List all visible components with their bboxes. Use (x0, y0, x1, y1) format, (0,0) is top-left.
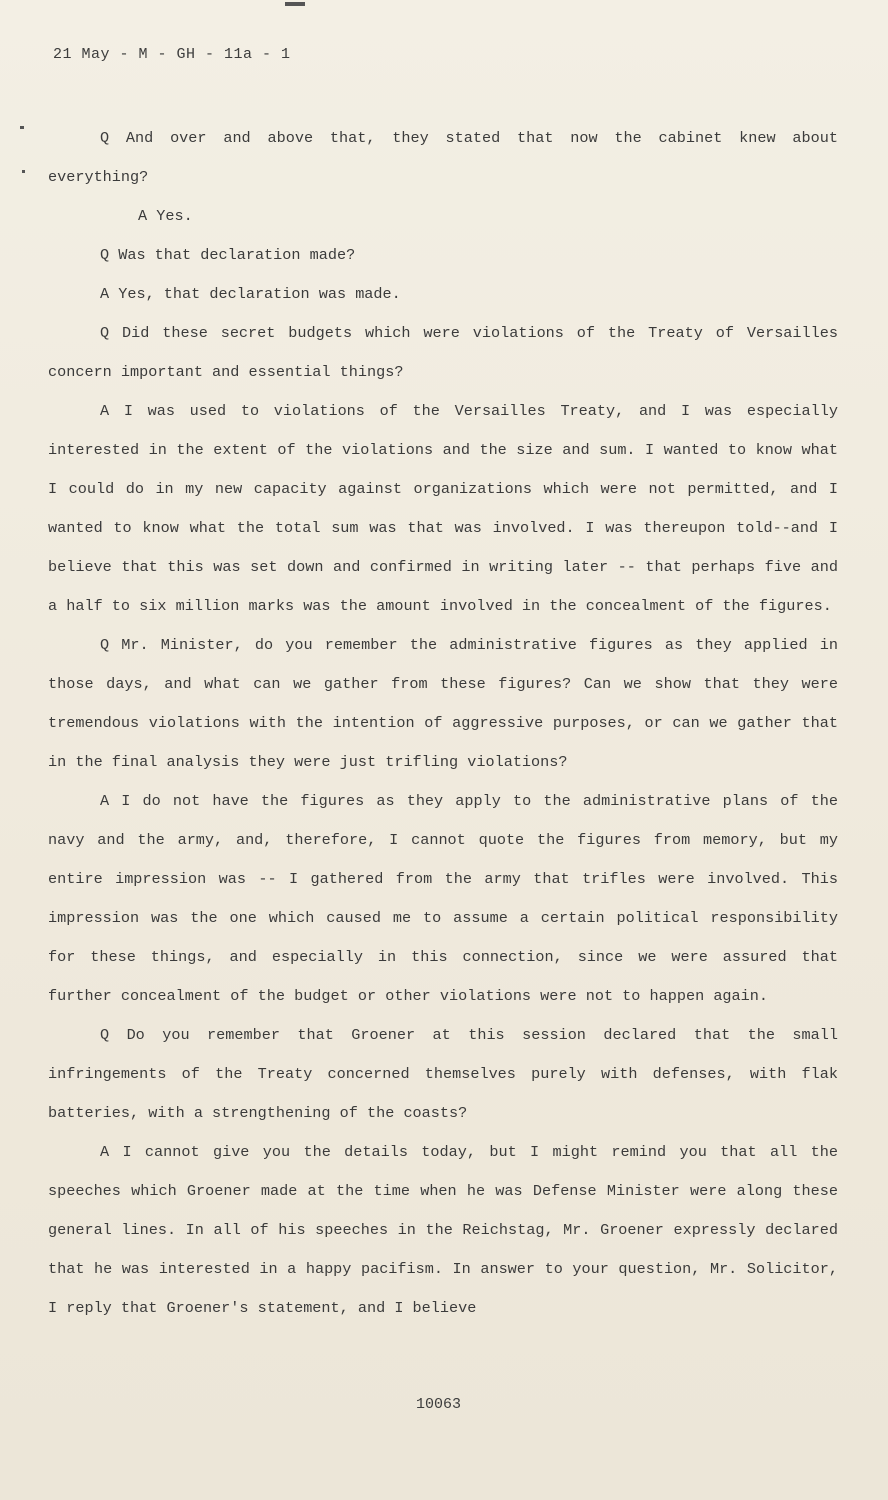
transcript-paragraph: A Yes, that declaration was made. (100, 285, 401, 303)
ink-mark (22, 170, 25, 173)
ink-mark (20, 126, 24, 129)
transcript-paragraph: Q Did these secret budgets which were violations of the Treaty of Versailles concern important and essential things? (48, 324, 838, 381)
transcript-body (48, 119, 838, 1328)
transcript-paragraph: Q And over and above that, they stated that now the cabinet knew about everything? (48, 129, 838, 186)
transcript-paragraph: A Yes. (138, 207, 193, 225)
document-reference: 21 May - M - GH - 11a - 1 (53, 46, 291, 63)
ink-mark (285, 2, 305, 6)
page-number: 10063 (416, 1396, 462, 1413)
transcript-paragraph: A I was used to violations of the Versailles Treaty, and I was especially interested in the extent of the violations and the size and sum. I wanted to know what I could do in my new capacity against organizations which were not permitted, and I wanted to know what the total sum was that was involved. I was thereupon told--and I believe that this was set down and confirmed in writing later -- that perhaps five and a half to six million marks was the amount involved in the concealment of the figures. (48, 402, 838, 615)
transcript-paragraph: A I cannot give you the details today, but I might remind you that all the speeches which Groener made at the time when he was Defense Minister were along these general lines. In all of his speeches in the Reichstag, Mr. Groener expressly declared that he was interested in a happy pacifism. In answer to your question, Mr. Solicitor, I reply that Groener's statement, and I believe (48, 1143, 838, 1317)
transcript-paragraph: Q Mr. Minister, do you remember the administrative figures as they applied in those days, and what can we gather from these figures? Can we show that they were tremendous violations with the intention of aggressive purposes, or can we gather that in the final analysis they were just trifling violations? (48, 636, 838, 771)
transcript-paragraph: Q Was that declaration made? (100, 246, 356, 264)
transcript-paragraph: Q Do you remember that Groener at this session declared that the small infringements of the Treaty concerned themselves purely with defenses, with flak batteries, with a strengthening of the coasts? (48, 1026, 838, 1122)
transcript-paragraph: A I do not have the figures as they apply to the administrative plans of the navy and the army, and, therefore, I cannot quote the figures from memory, but my entire impression was -- I gathered from the army that trifles were involved. This impression was the one which caused me to assume a certain political responsibility for these things, and especially in this connection, since we were assured that further concealment of the budget or other violations were not to happen again. (48, 792, 838, 1005)
